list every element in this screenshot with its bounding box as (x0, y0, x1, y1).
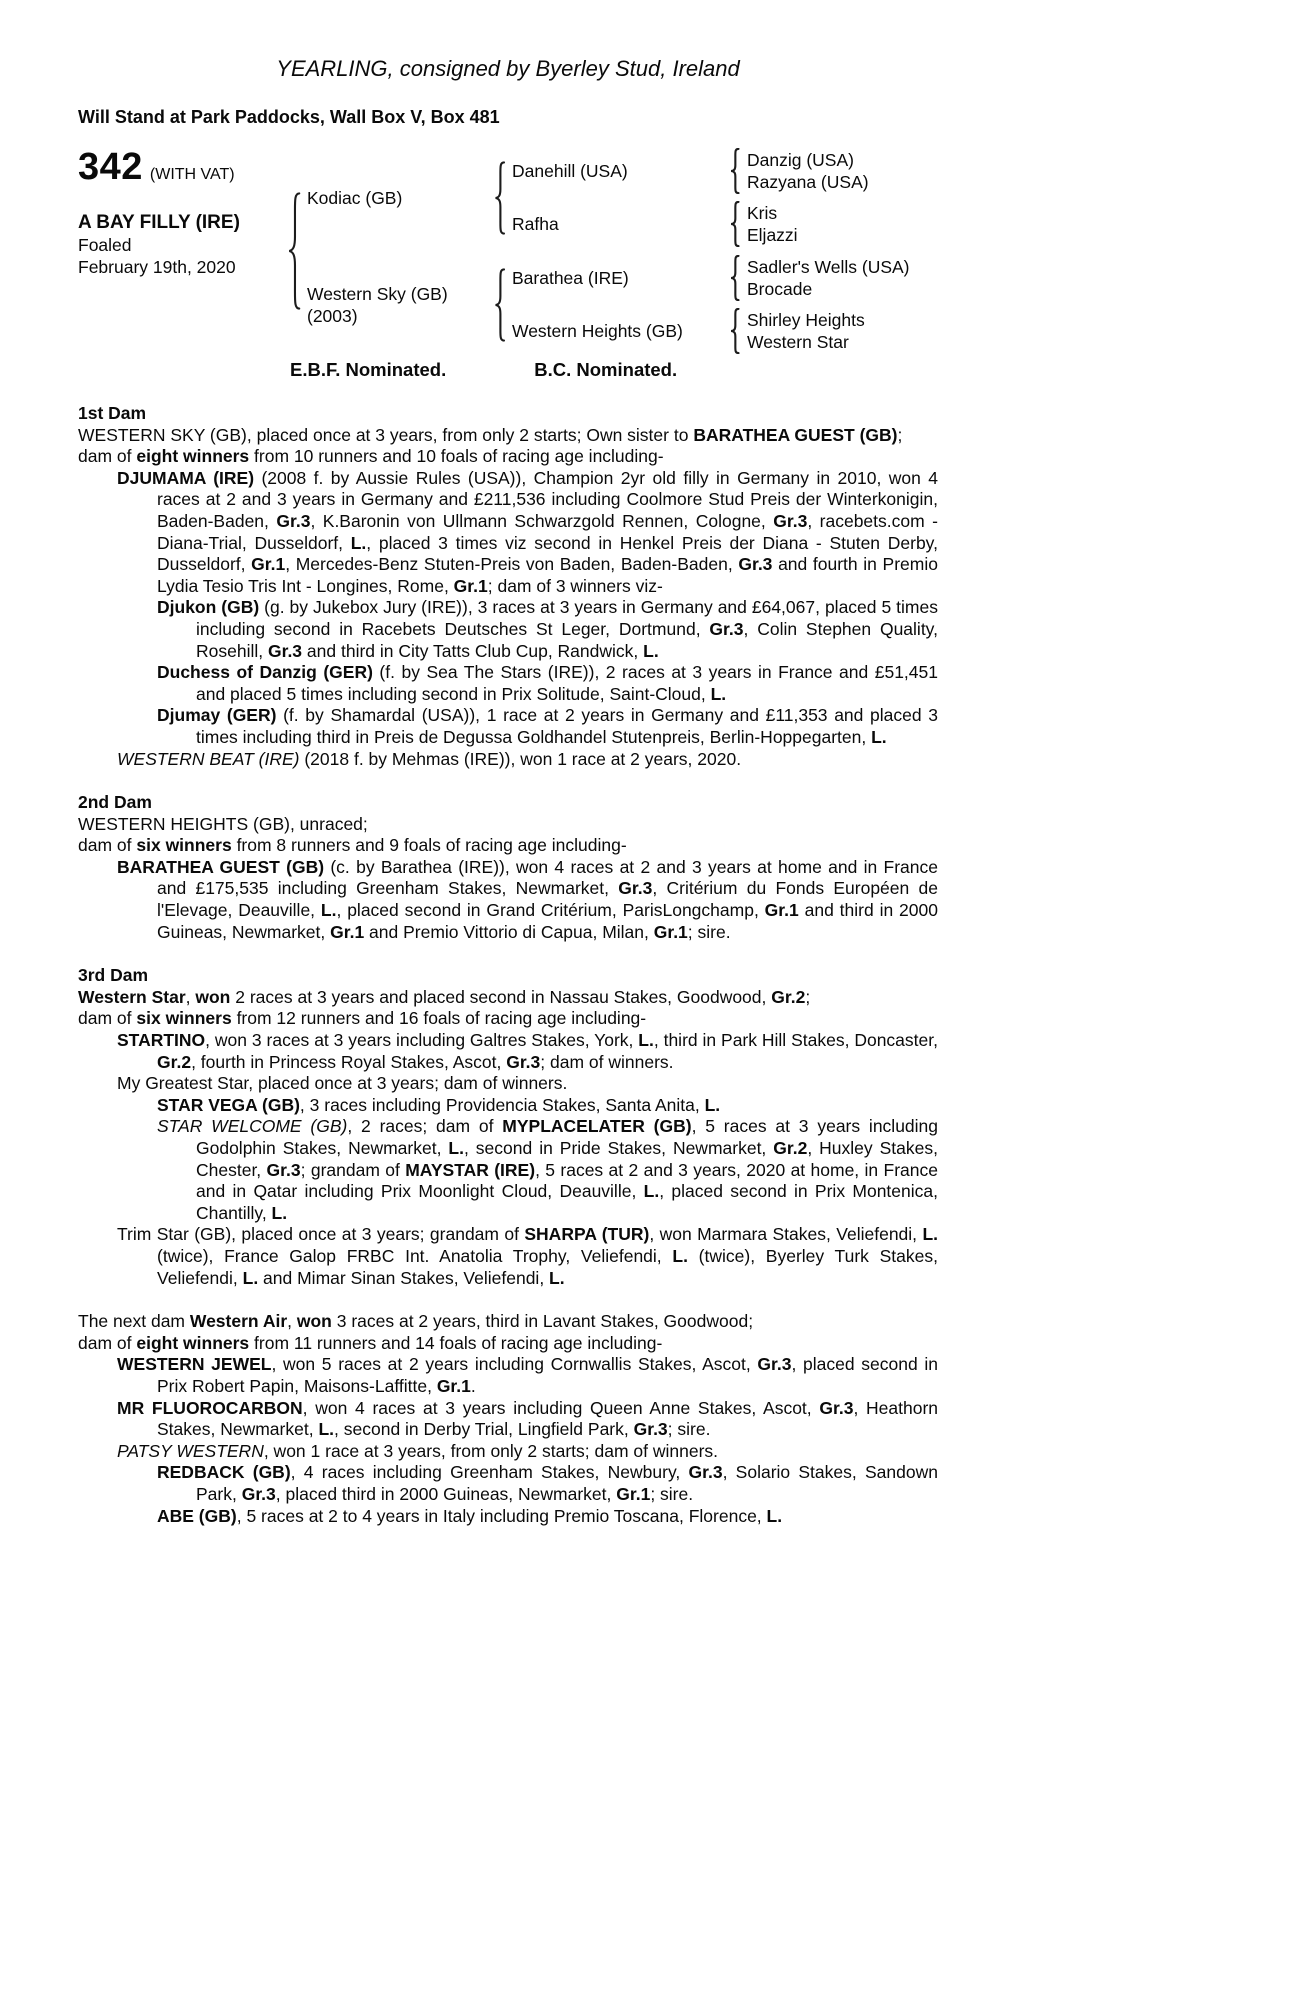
text-segment: , Mercedes-Benz Stuten-Preis von Baden, Baden-Baden, (285, 554, 739, 575)
text-segment: , 4 races including Greenham Stakes, Newbury, (290, 1462, 689, 1483)
text-segment: , Solario Stakes, Sandown Park, (196, 1462, 938, 1504)
lot-number: 342 (78, 146, 143, 188)
text-segment: WESTERN BEAT (IRE) (117, 748, 300, 769)
curly-brace-icon (492, 268, 508, 342)
text-segment: Gr.3 (618, 878, 653, 899)
text-segment: (2008 f. by Aussie Rules (USA)), Champion 2yr old filly in Germany in 2010, won 4 races at 2 and 3 years in Germany and £211,536 including Coolmore Stud Preis der Winterkonigin, Baden-Baden, (157, 467, 938, 531)
dam-branch (307, 255, 910, 354)
catalog-paragraph (78, 835, 938, 857)
text-segment: L. (638, 1030, 654, 1051)
dam-sire-parents (747, 256, 910, 300)
catalog-paragraph (78, 1441, 938, 1463)
catalog-page (78, 56, 938, 1527)
text-segment: WESTERN HEIGHTS (GB), unraced; (78, 813, 368, 834)
text-segment: L. (242, 1267, 259, 1288)
text-segment: . (470, 1375, 476, 1396)
text-segment: Gr.3 (276, 510, 311, 531)
catalog-paragraph (78, 468, 938, 598)
text-segment: , 5 races at 2 and 3 years, 2020 at home, in France and in Qatar including Prix Moonlight Cloud, Deauville, (196, 1159, 938, 1202)
curly-brace-icon (728, 308, 742, 354)
pedigree-tree (285, 148, 938, 354)
sire-sire-parents (747, 149, 869, 193)
text-segment: Gr.3 (709, 618, 744, 639)
text-segment: Gr.1 (251, 554, 286, 575)
text-segment: Gr.3 (757, 1354, 792, 1375)
catalog-paragraph (78, 814, 938, 836)
text-segment: won (195, 986, 231, 1007)
catalog-paragraph (78, 987, 938, 1009)
catalog-paragraph (78, 597, 938, 662)
text-segment: from 11 runners and 14 foals of racing age including- (249, 1332, 663, 1353)
sire-dam-name: Rafha (512, 214, 559, 234)
section-body (78, 987, 938, 1289)
text-segment: Gr.2 (773, 1138, 808, 1158)
text-segment: L. (710, 683, 727, 704)
text-segment: , K.Baronin von Ullmann Schwarzgold Rennen, Cologne, (310, 510, 774, 531)
text-segment: The next dam (78, 1311, 190, 1332)
dam-sire-unit (512, 255, 910, 301)
lot-block (78, 148, 285, 278)
text-segment: 2 races at 3 years and placed second in Nassau Stakes, Goodwood, (230, 986, 772, 1007)
dam-sire-dam-name: Brocade (747, 279, 813, 299)
text-segment: , placed second in Grand Critérium, ParisLongchamp, (336, 900, 765, 921)
sire-sire-dam-name: Razyana (USA) (747, 172, 869, 192)
catalog-paragraph (78, 1311, 938, 1333)
text-segment: six winners (136, 835, 232, 856)
section-heading: 1st Dam (78, 403, 147, 423)
section-body (78, 814, 938, 944)
text-segment: 3 races at 2 years, third in Lavant Stakes, Goodwood; (331, 1311, 754, 1332)
text-segment: L. (672, 1245, 688, 1266)
text-segment: Djumay (GER) (157, 705, 277, 726)
sire-sire-sire-name: Danzig (USA) (747, 150, 854, 170)
text-segment: , Colin Stephen Quality, Rosehill, (196, 618, 938, 661)
text-segment: , placed second in Prix Montenica, Chantilly, (196, 1181, 938, 1223)
text-segment: L. (271, 1202, 288, 1223)
curly-brace-icon (728, 148, 742, 194)
text-segment: Gr.3 (773, 510, 808, 531)
text-segment: , Critérium du Fonds Européen de l'Elevage, Deauville, (157, 878, 938, 921)
text-segment: ; sire. (687, 921, 731, 942)
bc-nomination: B.C. Nominated. (534, 359, 678, 380)
text-segment: (f. by Shamardal (USA)), 1 race at 2 years in Germany and £11,353 and placed 3 times including third in Preis de Degussa Goldhandel Stutenpreis, Berlin-Hoppegarten, (196, 705, 938, 747)
catalog-paragraph (78, 857, 938, 943)
text-segment: Gr.1 (616, 1483, 651, 1504)
text-segment: L. (549, 1267, 565, 1288)
dam-section (78, 965, 938, 1289)
text-segment: six winners (136, 1008, 232, 1029)
text-segment: , Heathorn Stakes, Newmarket, (157, 1397, 939, 1440)
sire-dam-parents (747, 202, 798, 246)
text-segment: and fourth in Premio Lydia Tesio Tris Int - Longines, Rome, (157, 554, 938, 596)
curly-brace-icon (728, 201, 742, 247)
text-segment: from 8 runners and 9 foals of racing age including- (231, 835, 627, 856)
text-segment: dam of (78, 1332, 137, 1353)
catalog-paragraph (78, 749, 938, 771)
text-segment: Gr.2 (771, 986, 806, 1007)
sire-dam-dam-name: Eljazzi (747, 225, 798, 245)
dam-dam-parents (747, 309, 865, 353)
dam-dam-dam-name: Western Star (747, 332, 849, 352)
text-segment: Gr.3 (266, 1159, 301, 1180)
text-segment: , won 4 races at 3 years including Queen Anne Stakes, Ascot, (302, 1397, 820, 1418)
text-segment: , racebets.com - Diana-Trial, Dusseldorf, (157, 510, 939, 553)
text-segment: Gr.1 (764, 900, 799, 921)
text-segment: MYPLACELATER (GB) (502, 1116, 692, 1137)
lot-line (78, 148, 285, 186)
text-segment: PATSY WESTERN (117, 1440, 264, 1461)
text-segment: ; (805, 986, 811, 1007)
text-segment: L. (766, 1505, 783, 1526)
text-segment: MR FLUOROCARBON (117, 1397, 303, 1418)
stand-note: Will Stand at Park Paddocks, Wall Box V, Box 481 (78, 107, 500, 127)
section-body (78, 1311, 938, 1527)
text-segment: eight winners (136, 446, 250, 467)
generation-1-column (307, 148, 910, 354)
text-segment: and Premio Vittorio di Capua, Milan, (364, 921, 654, 942)
text-segment: and third in City Tatts Club Cup, Randwick, (302, 640, 644, 661)
dam-year: (2003) (307, 305, 358, 326)
text-segment: L. (643, 1181, 660, 1202)
text-segment: STARTINO (117, 1030, 206, 1051)
text-segment: won (296, 1311, 332, 1332)
text-segment: (2018 f. by Mehmas (IRE)), won 1 race at 2 years, 2020. (299, 748, 742, 769)
text-segment: STAR VEGA (GB) (157, 1094, 300, 1115)
text-segment: Western Air (189, 1311, 288, 1332)
text-segment: Gr.3 (506, 1051, 541, 1072)
catalog-paragraph (78, 446, 938, 468)
catalog-paragraph (78, 705, 938, 748)
text-segment: L. (922, 1224, 938, 1245)
text-segment: Duchess of Danzig (GER) (157, 662, 373, 683)
dam-dam-name: Western Heights (GB) (512, 321, 683, 341)
text-segment: MAYSTAR (IRE) (405, 1159, 536, 1180)
text-segment: L. (704, 1094, 721, 1115)
dam-section (78, 792, 938, 943)
text-segment: ABE (GB) (157, 1505, 237, 1526)
lot-vat-note: (WITH VAT) (149, 166, 235, 183)
catalog-paragraph (78, 1030, 938, 1073)
lot-description: A BAY FILLY (IRE) (78, 212, 240, 233)
text-segment: , (185, 986, 196, 1007)
sire-sire-name: Danehill (USA) (512, 161, 628, 181)
sire-dam-unit (512, 201, 869, 247)
dam-name-cell (307, 283, 492, 327)
text-segment: BARATHEA GUEST (GB) (693, 424, 898, 445)
text-segment: , placed second in Prix Robert Papin, Maisons-Laffitte, (157, 1354, 938, 1396)
curly-brace-icon (492, 161, 508, 235)
text-segment: , 5 races at 3 years including Godolphin Stakes, Newmarket, (196, 1116, 939, 1158)
text-segment: and Mimar Sinan Stakes, Veliefendi, (258, 1267, 550, 1288)
dam-dam-sire-name: Shirley Heights (747, 310, 865, 330)
text-segment: Gr.1 (453, 575, 488, 596)
text-segment: ; grandam of (300, 1159, 406, 1180)
text-segment: ; (897, 424, 903, 445)
text-segment: Gr.3 (738, 554, 773, 575)
foaled-date: February 19th, 2020 (78, 257, 236, 277)
nominations-row (290, 358, 938, 381)
text-segment: (f. by Sea The Stars (IRE)), 2 races at 3 years in France and £51,451 and placed 5 times including second in Prix Solitude, Saint-Cloud, (196, 662, 938, 704)
text-segment: Gr.3 (633, 1419, 668, 1440)
text-segment: Gr.1 (436, 1375, 471, 1396)
text-segment: BARATHEA GUEST (GB) (117, 856, 325, 877)
text-segment: WESTERN JEWEL (117, 1354, 272, 1375)
text-segment: ; dam of 3 winners viz- (487, 575, 663, 596)
text-segment: (c. by Barathea (IRE)), won 4 races at 2 and 3 years at home and in France and £175,535 including Greenham Stakes, Newmarket, (157, 856, 938, 899)
text-segment: , second in Derby Trial, Lingfield Park, (334, 1419, 634, 1440)
text-segment: , second in Pride Stakes, Newmarket, (463, 1138, 774, 1158)
catalog-paragraph (78, 1095, 938, 1117)
catalog-paragraph (78, 1333, 938, 1355)
section-heading: 2nd Dam (78, 792, 152, 813)
text-segment: L. (350, 532, 367, 553)
catalog-paragraph (78, 1506, 938, 1528)
dam-section (78, 403, 938, 770)
sire-name-cell (307, 187, 492, 209)
text-segment: dam of (78, 835, 137, 856)
text-segment: STAR WELCOME (GB) (157, 1116, 348, 1137)
text-segment: WESTERN SKY (GB), placed once at 3 years, from only 2 starts; Own sister to (78, 424, 694, 445)
dam-sire-sire-name: Sadler's Wells (USA) (747, 257, 910, 277)
text-segment: Trim Star (GB), placed once at 3 years; grandam of (117, 1224, 525, 1245)
catalog-paragraph (78, 1354, 938, 1397)
text-segment: (twice), France Galop FRBC Int. Anatolia Trophy, Veliefendi, (157, 1245, 673, 1266)
catalog-paragraph (78, 1398, 938, 1441)
dam-name: Western Sky (GB) (307, 283, 448, 304)
catalog-paragraph (78, 1116, 938, 1224)
text-segment: (g. by Jukebox Jury (IRE)), 3 races at 3 years in Germany and £64,067, placed 5 times including second in Racebets Deutsches St Leger, Dortmund, (196, 597, 938, 639)
text-segment: , third in Park Hill Stakes, Doncaster, (653, 1030, 938, 1051)
text-segment: , won 3 races at 3 years including Galtres Stakes, York, (205, 1030, 639, 1051)
text-segment: ; sire. (650, 1483, 694, 1504)
text-segment: , fourth in Princess Royal Stakes, Ascot, (191, 1051, 507, 1072)
text-segment: Gr.3 (267, 640, 303, 661)
text-segment: L. (320, 900, 337, 921)
catalog-paragraph (78, 1224, 938, 1289)
text-segment: , (287, 1311, 297, 1332)
text-segment: Djukon (GB) (157, 597, 260, 618)
text-segment: dam of (78, 1008, 137, 1029)
text-segment: REDBACK (GB) (157, 1462, 291, 1483)
sire-sire-unit (512, 148, 869, 194)
curly-brace-icon (728, 255, 742, 301)
text-segment: , 2 races; dam of (347, 1116, 503, 1137)
text-segment: (twice), Byerley Turk Stakes, Veliefendi, (157, 1245, 938, 1288)
catalog-sections (78, 403, 938, 1527)
text-segment: , won 5 races at 2 years including Cornwallis Stakes, Ascot, (271, 1354, 758, 1375)
text-segment: DJUMAMA (IRE) (117, 467, 255, 488)
page-title: YEARLING, consigned by Byerley Stud, Ireland (276, 56, 740, 81)
text-segment: Gr.3 (819, 1397, 854, 1418)
text-segment: from 10 runners and 10 foals of racing age including- (249, 446, 664, 467)
sire-parents-column (512, 148, 869, 247)
text-segment: from 12 runners and 16 foals of racing age including- (231, 1008, 647, 1029)
text-segment: My Greatest Star, placed once at 3 years; dam of winners. (117, 1073, 568, 1094)
text-segment: L. (643, 640, 659, 661)
text-segment: Gr.2 (157, 1051, 192, 1072)
text-segment: ; dam of winners. (540, 1051, 674, 1072)
catalog-paragraph (78, 425, 938, 447)
section-body (78, 425, 938, 771)
catalog-paragraph (78, 662, 938, 705)
text-segment: L. (871, 726, 887, 747)
text-segment: , won Marmara Stakes, Veliefendi, (649, 1224, 923, 1245)
catalog-paragraph (78, 1462, 938, 1505)
ebf-nomination: E.B.F. Nominated. (290, 359, 447, 380)
text-segment: dam of (78, 446, 137, 467)
sire-branch (307, 148, 910, 247)
catalog-paragraph (78, 1073, 938, 1095)
sire-dam-sire-name: Kris (747, 203, 778, 223)
text-segment: Western Star (78, 986, 186, 1007)
text-segment: ; sire. (667, 1419, 711, 1440)
text-segment: Gr.3 (241, 1483, 276, 1504)
foaled-label: Foaled (78, 235, 132, 255)
text-segment: , Huxley Stakes, Chester, (196, 1138, 938, 1180)
text-segment: L. (448, 1138, 464, 1158)
curly-brace-icon (285, 191, 304, 311)
pedigree-block (78, 148, 938, 354)
text-segment: and third in 2000 Guineas, Newmarket, (157, 900, 938, 942)
sire-name: Kodiac (GB) (307, 187, 403, 208)
section-heading: 3rd Dam (78, 965, 149, 986)
dam-sire-name: Barathea (IRE) (512, 268, 629, 288)
dam-section (78, 1311, 938, 1527)
text-segment: SHARPA (TUR) (524, 1224, 650, 1245)
dam-parents-column (512, 255, 910, 354)
text-segment: L. (318, 1419, 335, 1440)
text-segment: Gr.1 (330, 921, 365, 942)
dam-dam-unit (512, 308, 910, 354)
text-segment: Gr.3 (688, 1462, 723, 1483)
text-segment: , placed third in 2000 Guineas, Newmarket, (275, 1483, 617, 1504)
text-segment: eight winners (136, 1332, 250, 1353)
text-segment: Gr.1 (653, 921, 688, 942)
catalog-paragraph (78, 1008, 938, 1030)
text-segment: , 3 races including Providencia Stakes, Santa Anita, (299, 1094, 705, 1115)
text-segment: , placed 3 times viz second in Henkel Preis der Diana - Stuten Derby, Dusseldorf, (157, 532, 938, 575)
text-segment: , 5 races at 2 to 4 years in Italy including Premio Toscana, Florence, (236, 1505, 767, 1526)
text-segment: , won 1 race at 3 years, from only 2 starts; dam of winners. (263, 1440, 719, 1461)
